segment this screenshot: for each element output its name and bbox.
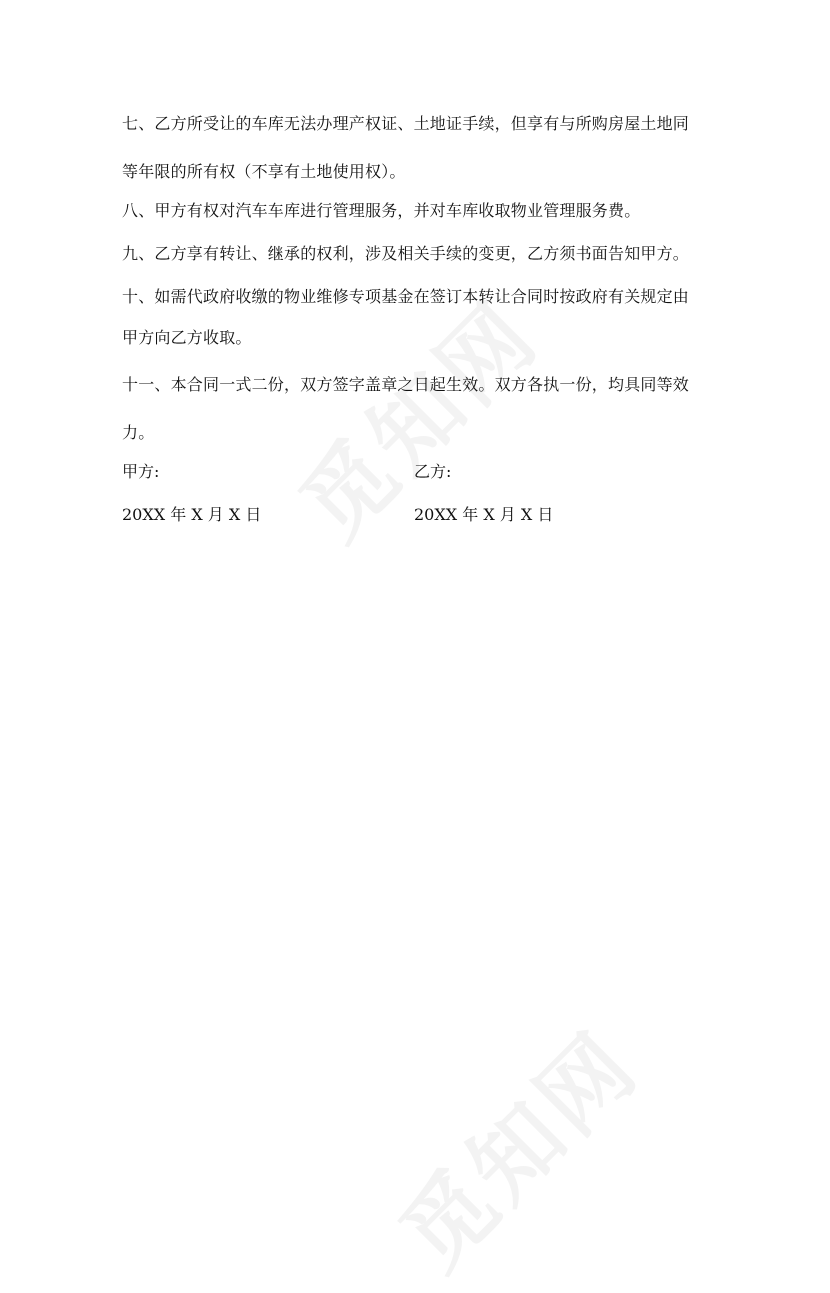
clause-line: 十一、本合同一式二份，双方签字盖章之日起生效。双方各执一份，均具同等效 xyxy=(122,375,690,394)
clause-line: 七、乙方所受让的车库无法办理产权证、土地证手续，但享有与所购房屋土地同 xyxy=(122,114,690,133)
clause-line: 力。 xyxy=(122,423,155,442)
clause-line: 等年限的所有权（不享有土地使用权）。 xyxy=(122,162,406,181)
party-b-label: 乙方: xyxy=(414,462,452,481)
clause-seven xyxy=(122,100,722,196)
party-a-label: 甲方: xyxy=(122,462,160,481)
watermark-bottom xyxy=(366,997,662,1293)
party-a-date: 20XX 年 X 月 X 日 xyxy=(122,505,262,524)
clause-ten xyxy=(122,273,722,362)
clause-line: 九、乙方享有转让、继承的权利，涉及相关手续的变更，乙方须书面告知甲方。 xyxy=(122,244,690,263)
clause-nine xyxy=(122,230,722,278)
clause-line: 十、如需代政府收缴的物业维修专项基金在签订本转让合同时按政府有关规定由 xyxy=(122,287,690,306)
clause-line: 甲方向乙方收取。 xyxy=(122,328,252,347)
clause-line: 八、甲方有权对汽车车库进行管理服务，并对车库收取物业管理服务费。 xyxy=(122,201,641,220)
clause-eight xyxy=(122,187,722,235)
party-b-date: 20XX 年 X 月 X 日 xyxy=(414,505,554,524)
clause-eleven xyxy=(122,361,722,457)
